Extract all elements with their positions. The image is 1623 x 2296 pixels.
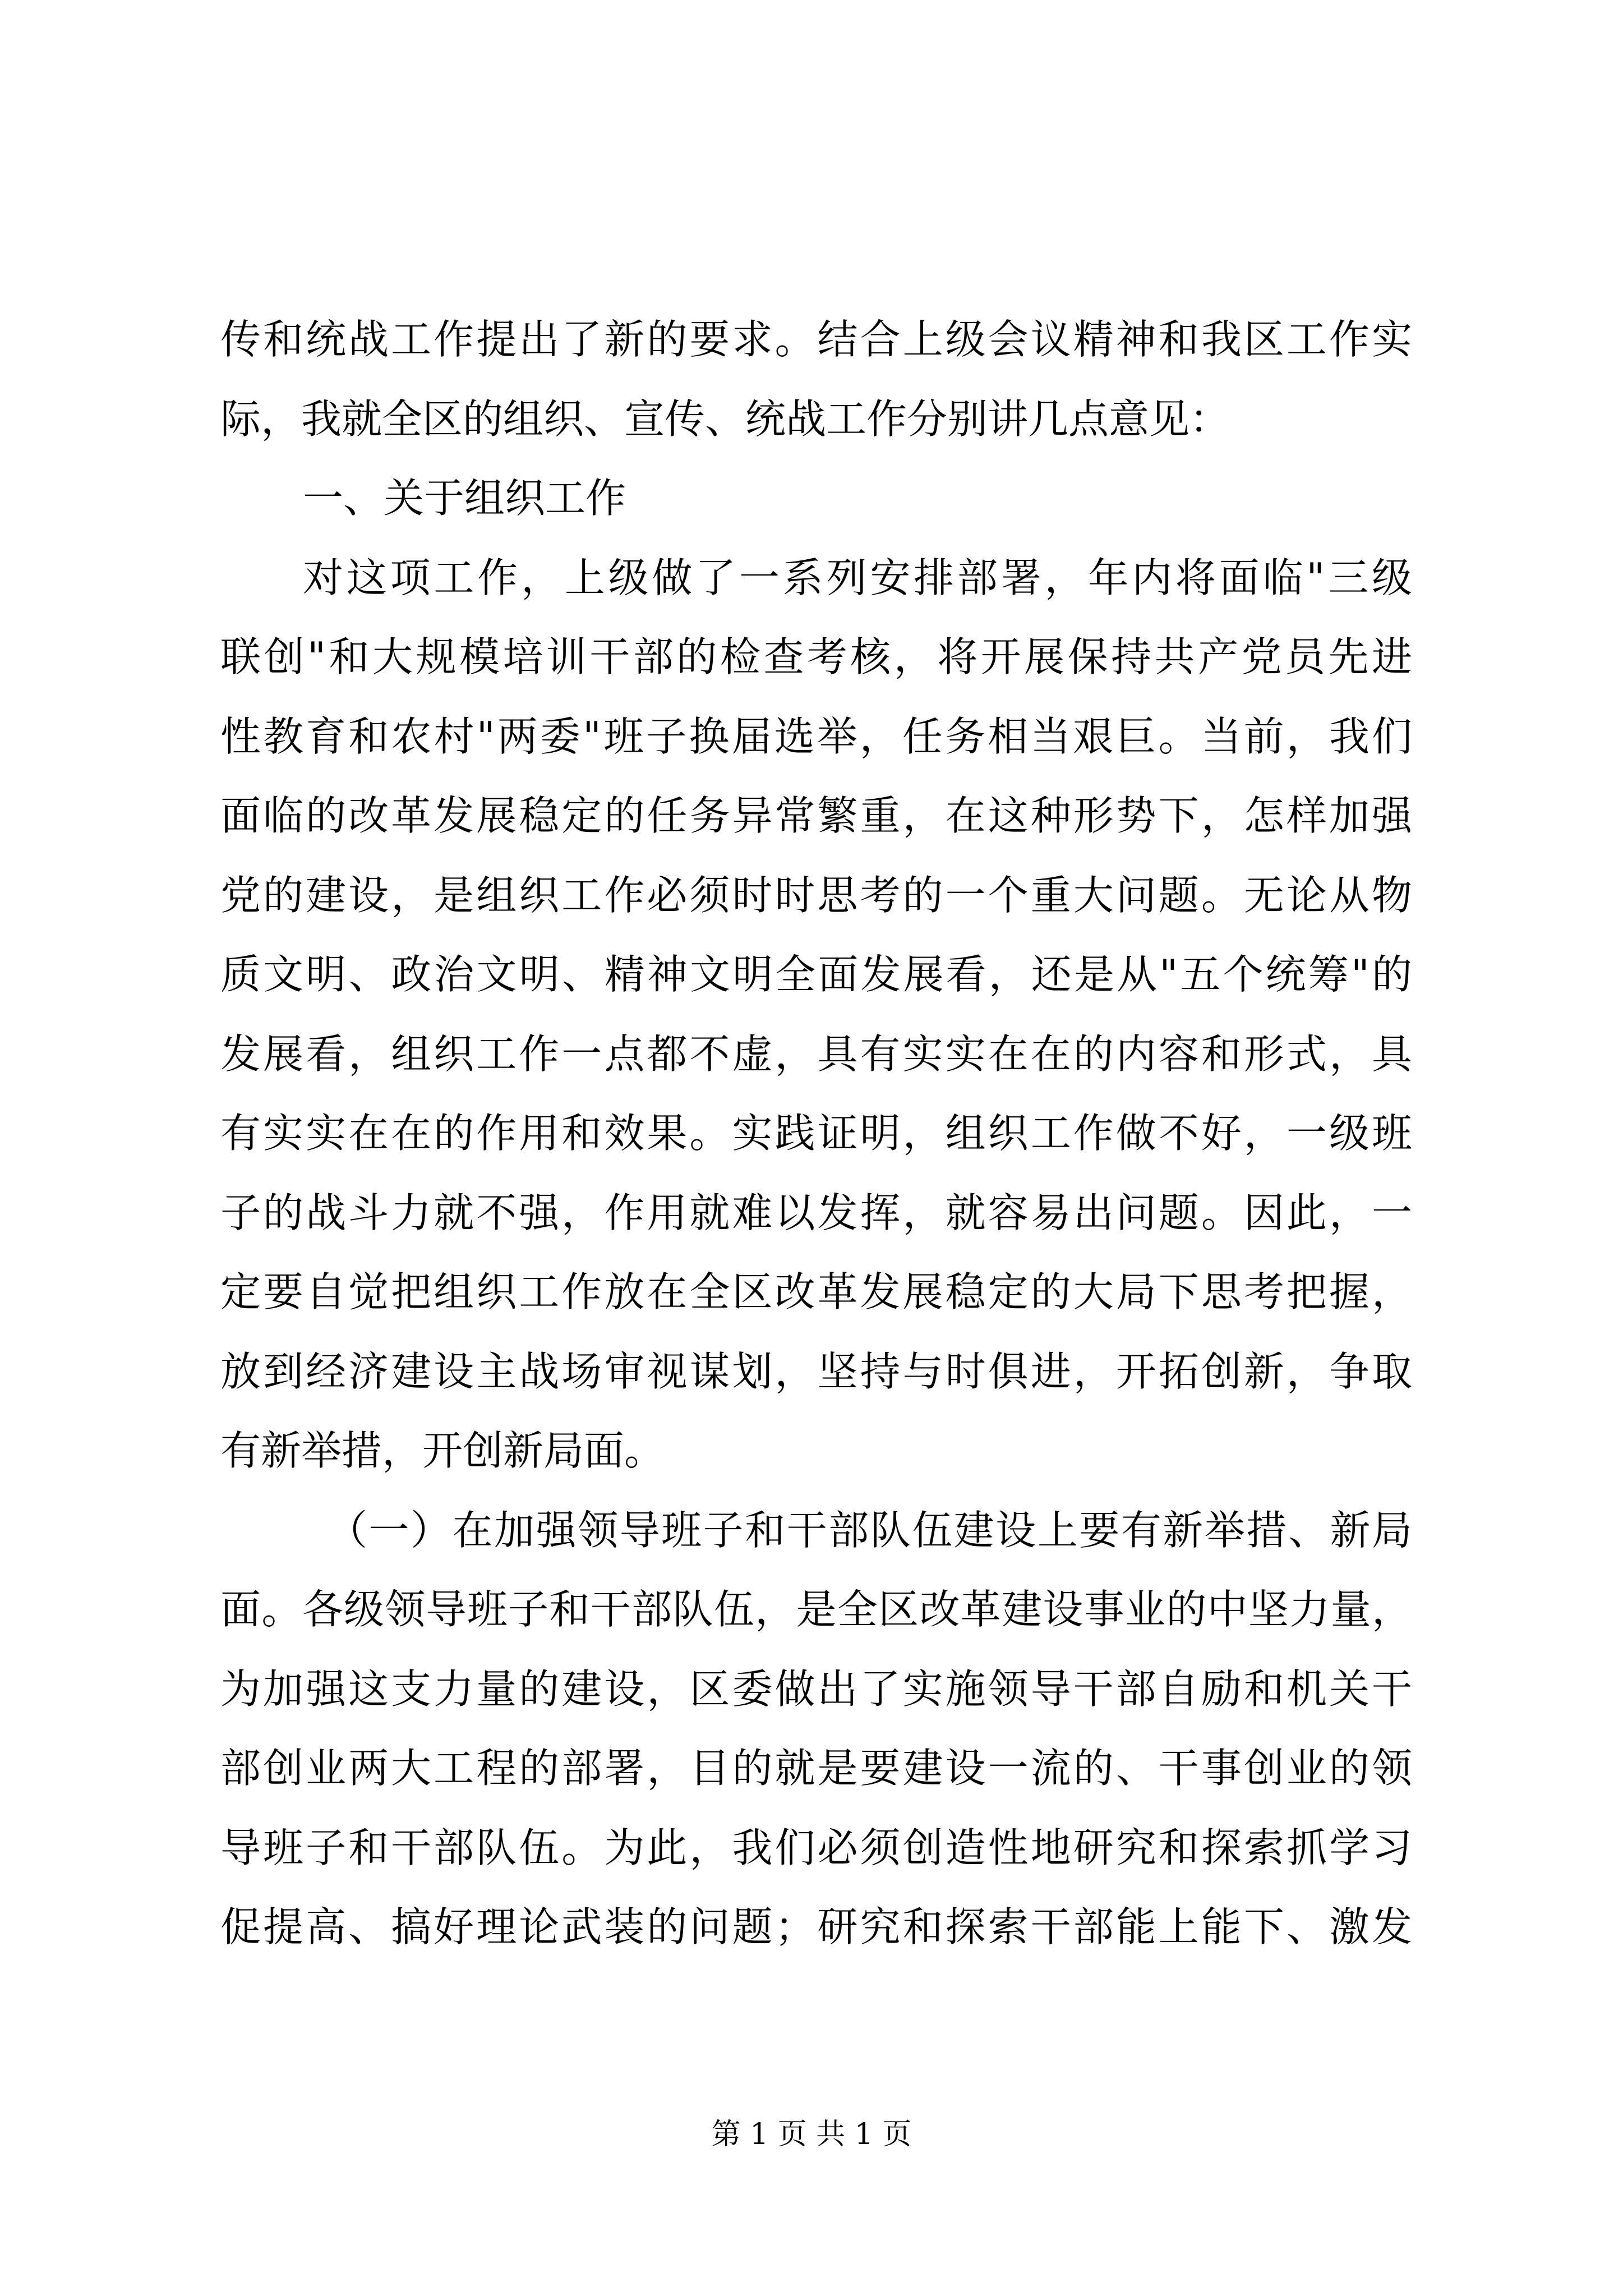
text-line: 性教育和农村"两委"班子换届选举，任务相当艰巨。当前，我们 xyxy=(220,712,1412,760)
document-body xyxy=(220,300,1412,1967)
page-footer: 第 1 页 共 1 页 xyxy=(711,2118,912,2151)
text-line: 对这项工作，上级做了一系列安排部署，年内将面临"三级 xyxy=(303,554,1412,601)
text-line: 质文明、政治文明、精神文明全面发展看，还是从"五个统筹"的 xyxy=(220,951,1412,998)
text-line: 子的战斗力就不强，作用就难以发挥，就容易出问题。因此，一 xyxy=(220,1189,1412,1236)
subsection-heading-line: （一）在加强领导班子和干部队伍建设上要有新举措、新局 xyxy=(327,1506,1412,1554)
section-heading: 一、关于组织工作 xyxy=(303,475,626,522)
text-line: 面临的改革发展稳定的任务异常繁重，在这种形势下，怎样加强 xyxy=(220,792,1412,839)
text-line: 党的建设，是组织工作必须时时思考的一个重大问题。无论从物 xyxy=(220,871,1412,919)
text-line: 有实实在在的作用和效果。实践证明，组织工作做不好，一级班 xyxy=(220,1110,1412,1157)
text-line: 有新举措，开创新局面。 xyxy=(220,1427,665,1474)
text-line: 发展看，组织工作一点都不虚，具有实实在在的内容和形式，具 xyxy=(220,1030,1412,1078)
text-line: 为加强这支力量的建设，区委做出了实施领导干部自励和机关干 xyxy=(220,1665,1412,1713)
text-line: 放到经济建设主战场审视谋划，坚持与时俱进，开拓创新，争取 xyxy=(220,1347,1412,1395)
text-line: 面。各级领导班子和干部队伍，是全区改革建设事业的中坚力量， xyxy=(220,1586,1412,1633)
text-line: 联创"和大规模培训干部的检查考核，将开展保持共产党员先进 xyxy=(220,633,1412,680)
text-line: 促提高、搞好理论武装的问题；研究和探索干部能上能下、激发 xyxy=(220,1903,1412,1950)
text-line: 定要自觉把组织工作放在全区改革发展稳定的大局下思考把握， xyxy=(220,1268,1412,1315)
text-line: 传和统战工作提出了新的要求。结合上级会议精神和我区工作实 xyxy=(220,316,1412,363)
text-line: 导班子和干部队伍。为此，我们必须创造性地研究和探索抓学习 xyxy=(220,1824,1412,1871)
text-line: 际，我就全区的组织、宣传、统战工作分别讲几点意见： xyxy=(220,395,1230,443)
text-line: 部创业两大工程的部署，目的就是要建设一流的、干事创业的领 xyxy=(220,1745,1412,1792)
